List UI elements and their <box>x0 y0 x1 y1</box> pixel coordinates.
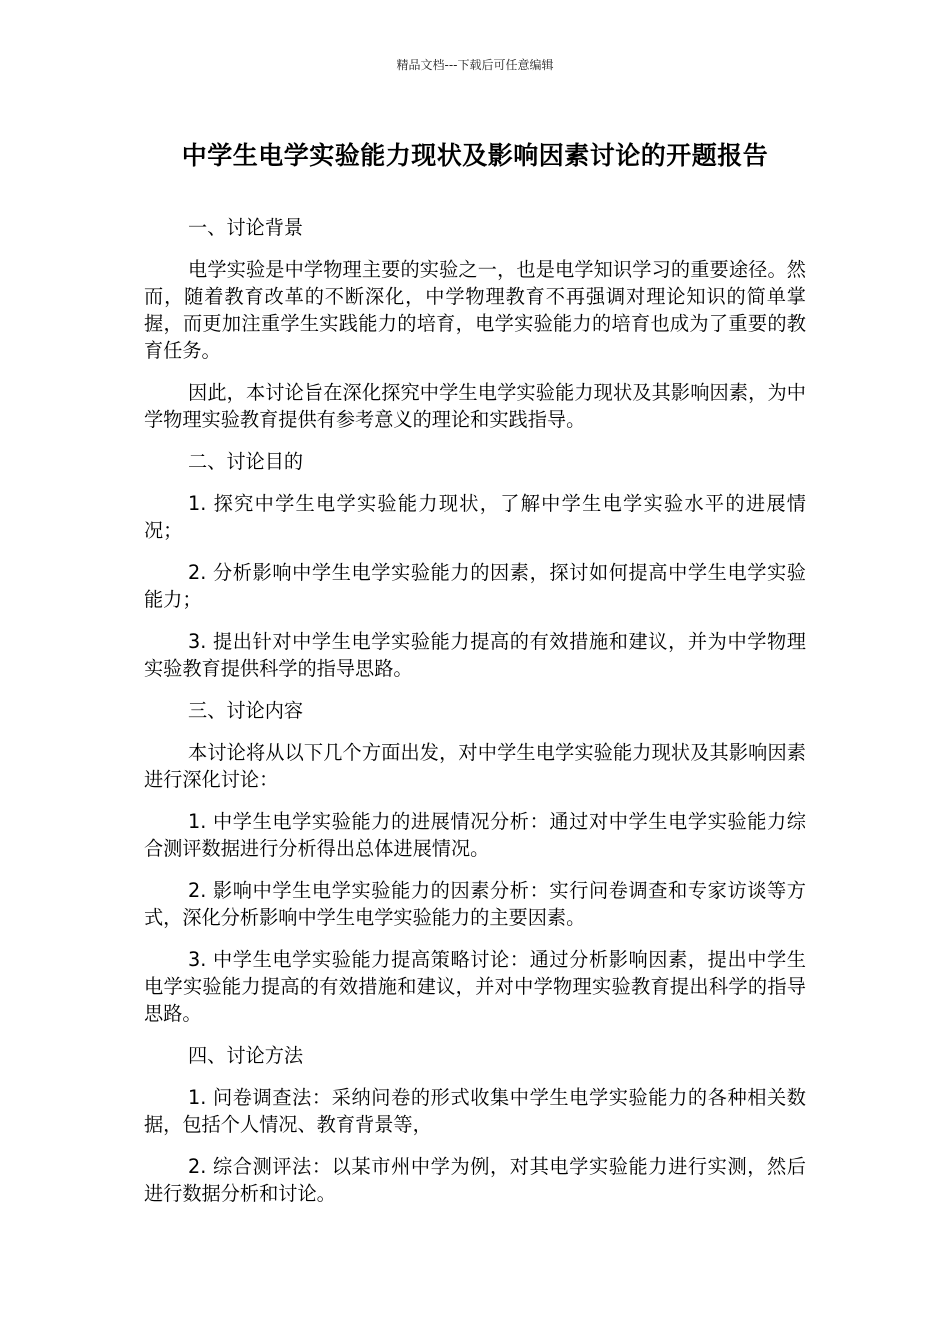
method-item-1: 1. 问卷调查法：采纳问卷的形式收集中学生电学实验能力的各种相关数据，包括个人情况、教育背景等， <box>144 1086 806 1136</box>
purpose-item-3: 3. 提出针对中学生电学实验能力提高的有效措施和建议，并为中学物理实验教育提供科学的指导思路。 <box>144 630 806 680</box>
section-heading-background: 一、讨论背景 <box>188 216 304 239</box>
purpose-item-2: 2. 分析影响中学生电学实验能力的因素，探讨如何提高中学生电学实验能力； <box>144 561 806 611</box>
document-body <box>144 214 806 1222</box>
section-heading-content: 三、讨论内容 <box>188 699 304 722</box>
paragraph-background-1: 电学实验是中学物理主要的实验之一，也是电学知识学习的重要途径。然而，随着教育改革的不断深化，中学物理教育不再强调对理论知识的简单掌握，而更加注重学生实践能力的培育，电学实验能力的培育也成为了重要的教育任务。 <box>144 258 806 362</box>
paragraph-content-intro: 本讨论将从以下几个方面出发，对中学生电学实验能力现状及其影响因素进行深化讨论： <box>144 741 806 791</box>
method-item-2: 2. 综合测评法：以某市州中学为例，对其电学实验能力进行实测，然后进行数据分析和讨论。 <box>144 1155 806 1205</box>
content-item-2: 2. 影响中学生电学实验能力的因素分析：实行问卷调查和专家访谈等方式，深化分析影响中学生电学实验能力的主要因素。 <box>144 879 806 929</box>
document-title: 中学生电学实验能力现状及影响因素讨论的开题报告 <box>181 141 769 170</box>
section-heading-method: 四、讨论方法 <box>188 1044 304 1067</box>
page-header: 精品文档---下载后可任意编辑 <box>396 58 554 72</box>
section-heading-purpose: 二、讨论目的 <box>188 450 304 473</box>
purpose-item-1: 1. 探究中学生电学实验能力现状，了解中学生电学实验水平的进展情况； <box>144 492 806 542</box>
content-item-1: 1. 中学生电学实验能力的进展情况分析：通过对中学生电学实验能力综合测评数据进行分析得出总体进展情况。 <box>144 810 806 860</box>
content-item-3: 3. 中学生电学实验能力提高策略讨论：通过分析影响因素，提出中学生电学实验能力提高的有效措施和建议，并对中学物理实验教育提出科学的指导思路。 <box>144 948 806 1025</box>
paragraph-background-2: 因此，本讨论旨在深化探究中学生电学实验能力现状及其影响因素，为中学物理实验教育提供有参考意义的理论和实践指导。 <box>144 381 806 431</box>
